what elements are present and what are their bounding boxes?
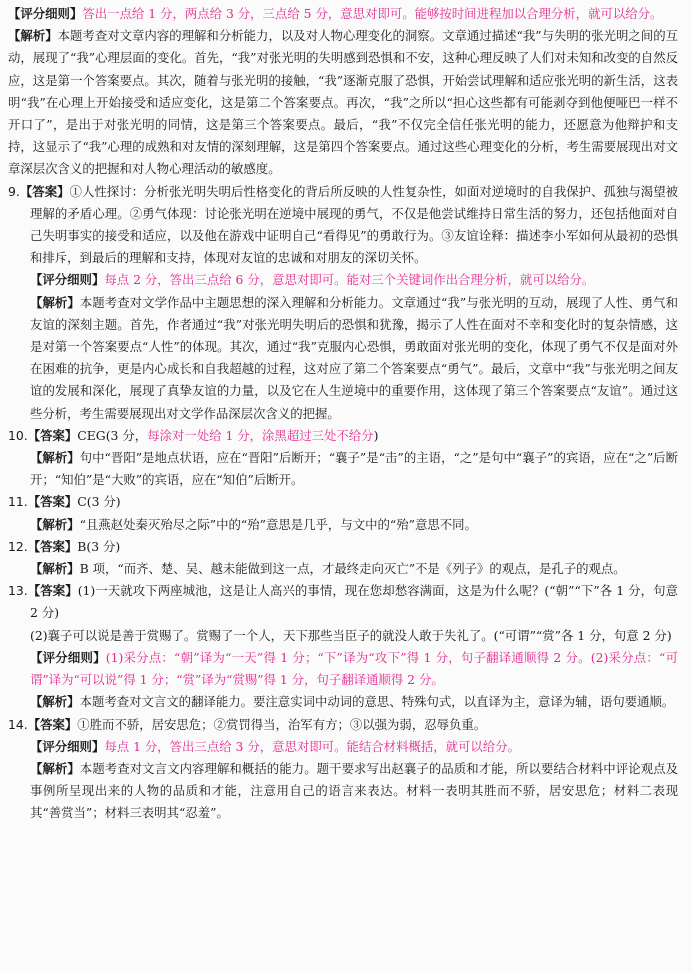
answer-text-2: (2)襄子可以说是善于赏赐了。赏赐了一个人，天下那些当臣子的就没人敢于失礼了。(“可谓”“赏”各 1 分，句意 2 分) bbox=[30, 627, 672, 643]
analysis-tag: 【解析】 bbox=[30, 294, 80, 310]
question-number: 14. bbox=[8, 716, 28, 732]
answer-tag: 【答案】 bbox=[27, 494, 78, 510]
answer-text: ①胜而不骄，居安思危；②赏罚得当，治军有方；③以强为弱，忍辱负重。 bbox=[77, 716, 487, 732]
question-number: 12. bbox=[8, 538, 28, 554]
scoring-rule-tag: 【评分细则】 bbox=[8, 6, 83, 21]
scoring-rule-tag: 【评分细则】 bbox=[30, 738, 105, 754]
q10-answer bbox=[8, 425, 678, 447]
question-number: 11. bbox=[8, 494, 28, 510]
answer-text-end: ) bbox=[373, 427, 379, 443]
analysis-tag: 【解析】 bbox=[30, 694, 80, 710]
q14-answer bbox=[8, 714, 678, 736]
q10-analysis bbox=[8, 447, 678, 491]
analysis-text: 本题考查对文言文的翻译能力。要注意实词中动词的意思、特殊句式，以直译为主，意译为辅，语句要通顺。 bbox=[79, 694, 675, 710]
analysis-text: “且燕赵处秦灭殆尽之际”中的“殆”意思是几乎，与文中的“殆”意思不同。 bbox=[79, 516, 477, 532]
q14-analysis bbox=[8, 758, 678, 825]
q9-answer bbox=[8, 181, 678, 270]
answer-tag: 【答案】 bbox=[27, 583, 78, 599]
scoring-rule-text: 答出一点给 1 分，两点给 3 分，三点给 5 分，意思对即可。能够按时间进程加以合理分析，就可以给分。 bbox=[82, 6, 663, 21]
scoring-rule-tag: 【评分细则】 bbox=[30, 649, 106, 665]
answer-text: CEG(3 分， bbox=[77, 427, 148, 443]
q13-analysis bbox=[8, 691, 678, 713]
q12-analysis bbox=[8, 558, 678, 580]
q13-answer bbox=[8, 580, 678, 624]
analysis-text: 本题考查对文言文内容理解和概括的能力。题干要求写出赵襄子的品质和才能，所以要结合材料中评论观点及事例所呈现出来的人物的品质和才能，注意用自己的语言来表达。材料一表明其胜而不骄，居安思危；材料二表现其“善赏当”；材料三表明其“忍羞”。 bbox=[30, 760, 679, 821]
analysis-text: 句中“晋阳”是地点状语，应在“晋阳”后断开；“襄子”是“击”的主语，“之”是句中“襄子”的宾语，应在“之”后断开；“知伯”是“大败”的宾语，应在“知伯”后断开。 bbox=[30, 450, 678, 488]
question-number: 9. bbox=[8, 183, 20, 199]
q9-scoring bbox=[8, 269, 678, 291]
scoring-rule-text: 每点 1 分，答出三点给 3 分，意思对即可。能结合材料概括，就可以给分。 bbox=[104, 738, 520, 754]
q13-answer-2 bbox=[8, 625, 678, 647]
analysis-text: B 项，“而齐、楚、吴、越未能做到这一点，才最终走向灭亡”不是《列子》的观点，是孔子的观点。 bbox=[79, 561, 626, 577]
scoring-rule-text: 每点 2 分，答出三点给 6 分，意思对即可。能对三个关键词作出合理分析，就可以给分。 bbox=[104, 272, 595, 288]
answer-scoring-note: 每涂对一处给 1 分，涂黑超过三处不给分 bbox=[147, 427, 374, 443]
question-number: 10. bbox=[8, 427, 28, 443]
answer-text-1: (1)一天就攻下两座城池，这是让人高兴的事情，现在您却愁容满面，这是为什么呢？(“朝”“下”各 1 分，句意 2 分) bbox=[30, 583, 679, 621]
answer-text: ①人性探讨：分析张光明失明后性格变化的背后所反映的人性复杂性，如面对逆境时的自我保护、孤独与渴望被理解的矛盾心理。②勇气体现：讨论张光明在逆境中展现的勇气，不仅是他尝试维持日常生活的努力，还包括他面对自己失明事实的接受和适应，以及他在游戏中证明自己“看得见”的勇敢行为。③友谊诠释：描述李小军如何从最初的恐惧和排斥，到最后的理解和支持，体现对友谊的忠诚和对朋友的深切关怀。 bbox=[30, 183, 679, 266]
analysis-tag: 【解析】 bbox=[8, 28, 58, 44]
q11-answer bbox=[8, 491, 678, 513]
question-number: 13. bbox=[8, 583, 28, 599]
analysis-tag: 【解析】 bbox=[30, 760, 80, 776]
answer-tag: 【答案】 bbox=[27, 427, 78, 443]
analysis-text: 本题考查对文章内容的理解和分析能力，以及对人物心理变化的洞察。文章通过描述“我”与失明的张光明之间的互动，展现了“我”心理层面的变化。首先，“我”对张光明的失明感到恐惧和不安，这种心理反映了人们对未知和改变的自然反应，这是第一个答案要点。其次，随着与张光明的接触，“我”逐渐克服了恐惧，开始尝试理解和适应张光明的新生活，这表明“我”在心理上开始接受和适应变化，这是第二个答案要点。再次，“我”之所以“担心这些都有可能剥夺到他便哑巴一样不开口了”，是出于对张光明的同情，这是第三个答案要点。最后，“我”不仅完全信任张光明的能力，还愿意为他辩护和支持，这显示了“我”心理的成熟和对友情的深刻理解，这是第四个答案要点。通过这些心理变化的分析，考生需要展现出对文章深层次含义的把握和对人物心理活动的敏感度。 bbox=[8, 28, 678, 177]
answer-tag: 【答案】 bbox=[27, 538, 78, 554]
q12-answer bbox=[8, 536, 678, 558]
q14-scoring bbox=[8, 736, 678, 758]
answer-tag: 【答案】 bbox=[27, 716, 78, 732]
analysis-tag: 【解析】 bbox=[30, 516, 80, 532]
scoring-rule-tag: 【评分细则】 bbox=[30, 272, 105, 288]
analysis-paragraph bbox=[8, 25, 678, 180]
analysis-tag: 【解析】 bbox=[30, 450, 80, 466]
answer-text: B(3 分) bbox=[77, 538, 121, 554]
q13-scoring bbox=[8, 647, 678, 691]
analysis-text: 本题考查对文学作品中主题思想的深入理解和分析能力。文章通过“我”与张光明的互动，展现了人性、勇气和友谊的深刻主题。首先，作者通过“我”对张光明失明后的恐惧和犹豫，揭示了人性在面对不幸和变化时的复杂情感，这是对第一个答案要点“人性”的体现。其次，通过“我”克服内心恐惧，勇敢面对张光明的变化，体现了勇气不仅是面对外在困难的抗争，更是内心成长和自我超越的过程，这对应了第二个答案要点“勇气”。最后，文章中“我”与张光明之间友谊的发展和深化，展现了真挚友谊的力量，以及它在人生逆境中的重要作用，这体现了第三个答案要点“友谊”。通过这些分析，考生需要展现出对文学作品深层次含义的把握。 bbox=[30, 294, 679, 421]
scoring-rule-text: (1)采分点：“朝”译为“一天”得 1 分；“下”译为“攻下”得 1 分，句子翻译通顺得 2 分。(2)采分点：“可谓”译为“可以说”得 1 分；“赏”译为“赏赐”得 1 分，句子翻译通顺得 2 分。 bbox=[30, 649, 678, 688]
scoring-rule-paragraph bbox=[8, 3, 678, 25]
q11-analysis bbox=[8, 514, 678, 536]
q9-analysis bbox=[8, 292, 678, 425]
answer-tag: 【答案】 bbox=[19, 183, 70, 199]
answer-text: C(3 分) bbox=[77, 494, 121, 510]
analysis-tag: 【解析】 bbox=[30, 561, 80, 577]
